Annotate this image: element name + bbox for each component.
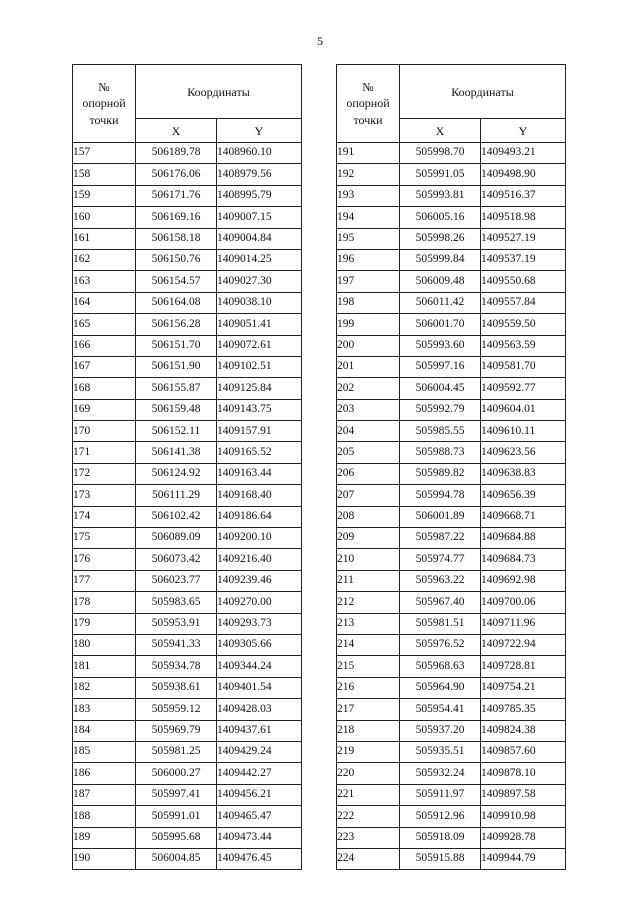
table-row xyxy=(73,442,302,463)
x-coordinate-cell: 506171.76 xyxy=(136,185,217,206)
y-coordinate-cell: 1409728.81 xyxy=(481,656,566,677)
x-coordinate-cell: 505938.61 xyxy=(136,677,217,698)
point-number-cell: 217 xyxy=(337,699,400,720)
x-coordinate-cell: 505988.73 xyxy=(400,442,481,463)
table-row xyxy=(73,207,302,228)
x-coordinate-cell: 506124.92 xyxy=(136,463,217,484)
x-coordinate-cell: 505992.79 xyxy=(400,399,481,420)
table-row xyxy=(73,292,302,313)
table-row xyxy=(337,549,566,570)
y-coordinate-cell: 1409072.61 xyxy=(217,335,302,356)
y-coordinate-cell: 1409027.30 xyxy=(217,271,302,292)
x-coordinate-cell: 506155.87 xyxy=(136,378,217,399)
table-row xyxy=(73,848,302,869)
point-number-cell: 214 xyxy=(337,634,400,655)
y-coordinate-cell: 1409638.83 xyxy=(481,463,566,484)
y-coordinate-cell: 1409656.39 xyxy=(481,485,566,506)
point-number-header-line: опорной xyxy=(82,96,126,111)
table-row xyxy=(337,164,566,185)
y-coordinate-cell: 1409910.98 xyxy=(481,806,566,827)
table-row xyxy=(337,699,566,720)
x-coordinate-cell: 505997.16 xyxy=(400,356,481,377)
y-coordinate-cell: 1409668.71 xyxy=(481,506,566,527)
point-number-cell: 197 xyxy=(337,271,400,292)
x-coordinate-cell: 506089.09 xyxy=(136,528,217,549)
coordinates-header: Координаты xyxy=(400,65,566,119)
x-coordinate-cell: 506189.78 xyxy=(136,143,217,164)
y-coordinate-cell: 1408979.56 xyxy=(217,164,302,185)
point-number-cell: 189 xyxy=(73,827,136,848)
x-coordinate-cell: 505953.91 xyxy=(136,613,217,634)
x-coordinate-cell: 505995.68 xyxy=(136,827,217,848)
point-number-cell: 157 xyxy=(73,143,136,164)
x-coordinate-cell: 505964.90 xyxy=(400,677,481,698)
table-row xyxy=(337,271,566,292)
point-number-header-line: № xyxy=(362,80,374,95)
y-coordinate-cell: 1409559.50 xyxy=(481,314,566,335)
table-row xyxy=(73,827,302,848)
x-coordinate-cell: 506151.70 xyxy=(136,335,217,356)
y-coordinate-cell: 1409293.73 xyxy=(217,613,302,634)
table-row xyxy=(337,143,566,164)
x-coordinate-cell: 505981.51 xyxy=(400,613,481,634)
y-coordinate-cell: 1409456.21 xyxy=(217,784,302,805)
x-coordinate-cell: 505934.78 xyxy=(136,656,217,677)
y-coordinate-cell: 1409857.60 xyxy=(481,741,566,762)
table-row xyxy=(337,442,566,463)
y-coordinate-cell: 1409473.44 xyxy=(217,827,302,848)
x-coordinate-cell: 505983.65 xyxy=(136,592,217,613)
y-coordinate-cell: 1409401.54 xyxy=(217,677,302,698)
table-row xyxy=(73,741,302,762)
y-coordinate-cell: 1409785.35 xyxy=(481,699,566,720)
table-row xyxy=(337,228,566,249)
x-coordinate-cell: 505991.01 xyxy=(136,806,217,827)
y-coordinate-cell: 1409824.38 xyxy=(481,720,566,741)
point-number-cell: 212 xyxy=(337,592,400,613)
point-number-cell: 159 xyxy=(73,185,136,206)
point-number-cell: 200 xyxy=(337,335,400,356)
y-coordinate-cell: 1409493.21 xyxy=(481,143,566,164)
x-coordinate-cell: 505941.33 xyxy=(136,634,217,655)
point-number-cell: 188 xyxy=(73,806,136,827)
x-coordinate-cell: 505987.22 xyxy=(400,528,481,549)
y-coordinate-cell: 1409004.84 xyxy=(217,228,302,249)
table-row xyxy=(73,421,302,442)
x-coordinate-cell: 505998.26 xyxy=(400,228,481,249)
y-coordinate-cell: 1409270.00 xyxy=(217,592,302,613)
point-number-cell: 168 xyxy=(73,378,136,399)
x-coordinate-cell: 505918.09 xyxy=(400,827,481,848)
point-number-cell: 194 xyxy=(337,207,400,228)
y-coordinate-cell: 1409038.10 xyxy=(217,292,302,313)
table-row xyxy=(337,506,566,527)
point-number-cell: 218 xyxy=(337,720,400,741)
table-row xyxy=(337,292,566,313)
point-number-cell: 196 xyxy=(337,249,400,270)
table-row xyxy=(73,271,302,292)
y-coordinate-cell: 1409143.75 xyxy=(217,399,302,420)
point-number-cell: 204 xyxy=(337,421,400,442)
y-coordinate-cell: 1409581.70 xyxy=(481,356,566,377)
table-row xyxy=(73,164,302,185)
y-coordinate-cell: 1409878.10 xyxy=(481,763,566,784)
y-coordinate-cell: 1409344.24 xyxy=(217,656,302,677)
x-coordinate-cell: 505991.05 xyxy=(400,164,481,185)
table-row xyxy=(337,806,566,827)
point-number-cell: 162 xyxy=(73,249,136,270)
point-number-cell: 201 xyxy=(337,356,400,377)
coordinates-header: Координаты xyxy=(136,65,302,119)
table-row xyxy=(73,592,302,613)
x-coordinate-cell: 506004.85 xyxy=(136,848,217,869)
x-coordinate-cell: 506073.42 xyxy=(136,549,217,570)
x-coordinate-cell: 506151.90 xyxy=(136,356,217,377)
table-row xyxy=(73,356,302,377)
point-number-cell: 210 xyxy=(337,549,400,570)
point-number-cell: 219 xyxy=(337,741,400,762)
x-coordinate-cell: 505999.84 xyxy=(400,249,481,270)
point-number-cell: 206 xyxy=(337,463,400,484)
point-number-header-line: опорной xyxy=(346,96,390,111)
y-coordinate-cell: 1409429.24 xyxy=(217,741,302,762)
table-row xyxy=(73,249,302,270)
y-coordinate-cell: 1409557.84 xyxy=(481,292,566,313)
table-row xyxy=(73,720,302,741)
x-coordinate-cell: 506000.27 xyxy=(136,763,217,784)
point-number-cell: 160 xyxy=(73,207,136,228)
y-coordinate-cell: 1409014.25 xyxy=(217,249,302,270)
y-coordinate-cell: 1409102.51 xyxy=(217,356,302,377)
x-coordinate-cell: 505993.81 xyxy=(400,185,481,206)
x-coordinate-cell: 505968.63 xyxy=(400,656,481,677)
table-row xyxy=(73,399,302,420)
x-coordinate-cell: 506009.48 xyxy=(400,271,481,292)
y-coordinate-cell: 1409186.64 xyxy=(217,506,302,527)
x-coordinate-cell: 506152.11 xyxy=(136,421,217,442)
table-row xyxy=(73,143,302,164)
table-row xyxy=(73,378,302,399)
y-coordinate-cell: 1409944.79 xyxy=(481,848,566,869)
point-number-cell: 223 xyxy=(337,827,400,848)
x-coordinate-cell: 506023.77 xyxy=(136,570,217,591)
table-row xyxy=(337,677,566,698)
x-coordinate-cell: 505911.97 xyxy=(400,784,481,805)
x-coordinate-cell: 505937.20 xyxy=(400,720,481,741)
point-number-cell: 170 xyxy=(73,421,136,442)
table-row xyxy=(73,485,302,506)
point-number-cell: 175 xyxy=(73,528,136,549)
table-row xyxy=(73,634,302,655)
y-coordinate-cell: 1409518.98 xyxy=(481,207,566,228)
point-number-header-line: точки xyxy=(89,112,119,127)
x-coordinate-cell: 506150.76 xyxy=(136,249,217,270)
y-coordinate-cell: 1409928.78 xyxy=(481,827,566,848)
point-number-cell: 163 xyxy=(73,271,136,292)
y-coordinate-cell: 1409604.01 xyxy=(481,399,566,420)
table-row xyxy=(73,784,302,805)
y-coordinate-cell: 1409239.46 xyxy=(217,570,302,591)
x-coordinate-cell: 506111.29 xyxy=(136,485,217,506)
point-number-cell: 158 xyxy=(73,164,136,185)
point-number-cell: 191 xyxy=(337,143,400,164)
table-row xyxy=(337,634,566,655)
y-coordinate-cell: 1409897.58 xyxy=(481,784,566,805)
point-number-cell: 215 xyxy=(337,656,400,677)
point-number-header xyxy=(73,65,136,143)
point-number-cell: 193 xyxy=(337,185,400,206)
x-coordinate-cell: 506156.28 xyxy=(136,314,217,335)
point-number-cell: 178 xyxy=(73,592,136,613)
x-coordinate-cell: 505935.51 xyxy=(400,741,481,762)
point-number-cell: 195 xyxy=(337,228,400,249)
point-number-cell: 184 xyxy=(73,720,136,741)
point-number-cell: 208 xyxy=(337,506,400,527)
y-header: Y xyxy=(481,119,566,143)
table-row xyxy=(73,185,302,206)
coordinates-table-left xyxy=(72,64,302,870)
y-coordinate-cell: 1409692.98 xyxy=(481,570,566,591)
x-coordinate-cell: 505954.41 xyxy=(400,699,481,720)
point-number-cell: 166 xyxy=(73,335,136,356)
table-row xyxy=(337,613,566,634)
x-coordinate-cell: 505963.22 xyxy=(400,570,481,591)
table-row xyxy=(337,185,566,206)
x-coordinate-cell: 506169.16 xyxy=(136,207,217,228)
table-row xyxy=(73,570,302,591)
table-row xyxy=(73,314,302,335)
point-number-cell: 207 xyxy=(337,485,400,506)
y-coordinate-cell: 1409684.73 xyxy=(481,549,566,570)
table-row xyxy=(337,356,566,377)
x-coordinate-cell: 506141.38 xyxy=(136,442,217,463)
point-number-cell: 216 xyxy=(337,677,400,698)
point-number-cell: 185 xyxy=(73,741,136,762)
y-coordinate-cell: 1409754.21 xyxy=(481,677,566,698)
x-coordinate-cell: 506011.42 xyxy=(400,292,481,313)
point-number-cell: 161 xyxy=(73,228,136,249)
x-coordinate-cell: 506176.06 xyxy=(136,164,217,185)
y-coordinate-cell: 1409125.84 xyxy=(217,378,302,399)
x-coordinate-cell: 506001.70 xyxy=(400,314,481,335)
table-row xyxy=(73,613,302,634)
point-number-cell: 167 xyxy=(73,356,136,377)
x-coordinate-cell: 505994.78 xyxy=(400,485,481,506)
point-number-cell: 180 xyxy=(73,634,136,655)
x-coordinate-cell: 506001.89 xyxy=(400,506,481,527)
y-coordinate-cell: 1409550.68 xyxy=(481,271,566,292)
point-number-cell: 169 xyxy=(73,399,136,420)
table-row xyxy=(337,421,566,442)
y-coordinate-cell: 1409711.96 xyxy=(481,613,566,634)
y-coordinate-cell: 1409527.19 xyxy=(481,228,566,249)
point-number-cell: 182 xyxy=(73,677,136,698)
point-number-cell: 187 xyxy=(73,784,136,805)
point-number-cell: 190 xyxy=(73,848,136,869)
table-row xyxy=(337,592,566,613)
y-coordinate-cell: 1409442.27 xyxy=(217,763,302,784)
x-coordinate-cell: 505993.60 xyxy=(400,335,481,356)
table-row xyxy=(73,528,302,549)
table-row xyxy=(73,677,302,698)
point-number-cell: 172 xyxy=(73,463,136,484)
point-number-cell: 186 xyxy=(73,763,136,784)
x-coordinate-cell: 506154.57 xyxy=(136,271,217,292)
y-coordinate-cell: 1409157.91 xyxy=(217,421,302,442)
y-coordinate-cell: 1409165.52 xyxy=(217,442,302,463)
page-number: 5 xyxy=(317,34,323,48)
point-number-cell: 165 xyxy=(73,314,136,335)
x-coordinate-cell: 505998.70 xyxy=(400,143,481,164)
point-number-cell: 211 xyxy=(337,570,400,591)
table-row xyxy=(337,763,566,784)
table-row xyxy=(73,656,302,677)
point-number-cell: 174 xyxy=(73,506,136,527)
table-row xyxy=(337,335,566,356)
point-number-cell: 177 xyxy=(73,570,136,591)
table-row xyxy=(337,463,566,484)
point-number-cell: 171 xyxy=(73,442,136,463)
point-number-cell: 202 xyxy=(337,378,400,399)
y-coordinate-cell: 1409216.40 xyxy=(217,549,302,570)
y-coordinate-cell: 1409428.03 xyxy=(217,699,302,720)
y-coordinate-cell: 1409684.88 xyxy=(481,528,566,549)
point-number-header-line: точки xyxy=(353,112,383,127)
x-coordinate-cell: 505974.77 xyxy=(400,549,481,570)
x-header: X xyxy=(136,119,217,143)
x-coordinate-cell: 505976.52 xyxy=(400,634,481,655)
x-coordinate-cell: 506005.16 xyxy=(400,207,481,228)
point-number-cell: 199 xyxy=(337,314,400,335)
table-row xyxy=(73,549,302,570)
x-coordinate-cell: 506158.18 xyxy=(136,228,217,249)
point-number-cell: 205 xyxy=(337,442,400,463)
x-coordinate-cell: 505989.82 xyxy=(400,463,481,484)
table-row xyxy=(337,848,566,869)
y-coordinate-cell: 1409700.06 xyxy=(481,592,566,613)
x-coordinate-cell: 506004.45 xyxy=(400,378,481,399)
x-header: X xyxy=(400,119,481,143)
y-coordinate-cell: 1408960.10 xyxy=(217,143,302,164)
y-coordinate-cell: 1408995.79 xyxy=(217,185,302,206)
table-row xyxy=(337,656,566,677)
table-row xyxy=(337,570,566,591)
point-number-header-line: № xyxy=(98,80,110,95)
point-number-cell: 224 xyxy=(337,848,400,869)
table-row xyxy=(337,207,566,228)
y-coordinate-cell: 1409610.11 xyxy=(481,421,566,442)
point-number-header xyxy=(337,65,400,143)
point-number-cell: 220 xyxy=(337,763,400,784)
table-row xyxy=(337,784,566,805)
y-coordinate-cell: 1409305.66 xyxy=(217,634,302,655)
point-number-cell: 179 xyxy=(73,613,136,634)
point-number-cell: 181 xyxy=(73,656,136,677)
point-number-cell: 164 xyxy=(73,292,136,313)
table-row xyxy=(73,699,302,720)
table-row xyxy=(337,528,566,549)
coordinates-table-right xyxy=(336,64,566,870)
point-number-cell: 213 xyxy=(337,613,400,634)
table-body-left xyxy=(73,143,302,870)
point-number-cell: 209 xyxy=(337,528,400,549)
x-coordinate-cell: 505912.96 xyxy=(400,806,481,827)
table-row xyxy=(73,228,302,249)
table-row xyxy=(337,249,566,270)
y-coordinate-cell: 1409476.45 xyxy=(217,848,302,869)
y-coordinate-cell: 1409592.77 xyxy=(481,378,566,399)
table-row xyxy=(337,378,566,399)
table-row xyxy=(337,827,566,848)
point-number-cell: 176 xyxy=(73,549,136,570)
table-row xyxy=(337,741,566,762)
x-coordinate-cell: 505915.88 xyxy=(400,848,481,869)
point-number-cell: 203 xyxy=(337,399,400,420)
x-coordinate-cell: 505981.25 xyxy=(136,741,217,762)
point-number-cell: 198 xyxy=(337,292,400,313)
point-number-cell: 192 xyxy=(337,164,400,185)
point-number-cell: 221 xyxy=(337,784,400,805)
table-row xyxy=(73,506,302,527)
table-body-right xyxy=(337,143,566,870)
y-coordinate-cell: 1409465.47 xyxy=(217,806,302,827)
y-coordinate-cell: 1409516.37 xyxy=(481,185,566,206)
y-coordinate-cell: 1409437.61 xyxy=(217,720,302,741)
table-row xyxy=(73,806,302,827)
y-coordinate-cell: 1409563.59 xyxy=(481,335,566,356)
x-coordinate-cell: 505969.79 xyxy=(136,720,217,741)
x-coordinate-cell: 505967.40 xyxy=(400,592,481,613)
x-coordinate-cell: 506102.42 xyxy=(136,506,217,527)
x-coordinate-cell: 505959.12 xyxy=(136,699,217,720)
y-header: Y xyxy=(217,119,302,143)
table-row xyxy=(337,720,566,741)
table-row xyxy=(337,485,566,506)
table-row xyxy=(337,314,566,335)
y-coordinate-cell: 1409722.94 xyxy=(481,634,566,655)
y-coordinate-cell: 1409163.44 xyxy=(217,463,302,484)
x-coordinate-cell: 505932.24 xyxy=(400,763,481,784)
y-coordinate-cell: 1409623.56 xyxy=(481,442,566,463)
table-row xyxy=(73,763,302,784)
y-coordinate-cell: 1409537.19 xyxy=(481,249,566,270)
y-coordinate-cell: 1409498.90 xyxy=(481,164,566,185)
point-number-cell: 173 xyxy=(73,485,136,506)
point-number-cell: 183 xyxy=(73,699,136,720)
x-coordinate-cell: 505997.41 xyxy=(136,784,217,805)
x-coordinate-cell: 505985.55 xyxy=(400,421,481,442)
x-coordinate-cell: 506159.48 xyxy=(136,399,217,420)
table-row xyxy=(337,399,566,420)
y-coordinate-cell: 1409168.40 xyxy=(217,485,302,506)
y-coordinate-cell: 1409051.41 xyxy=(217,314,302,335)
y-coordinate-cell: 1409200.10 xyxy=(217,528,302,549)
x-coordinate-cell: 506164.08 xyxy=(136,292,217,313)
table-row xyxy=(73,335,302,356)
table-row xyxy=(73,463,302,484)
y-coordinate-cell: 1409007.15 xyxy=(217,207,302,228)
point-number-cell: 222 xyxy=(337,806,400,827)
